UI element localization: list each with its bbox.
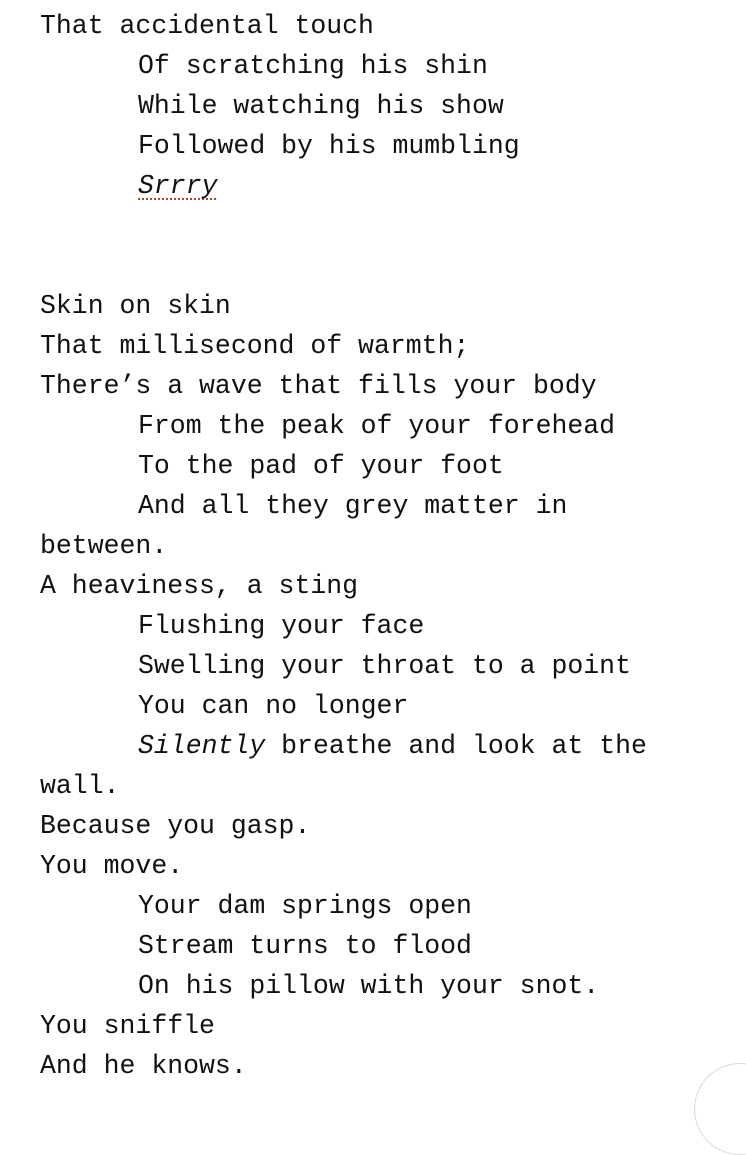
poem-line: between. (40, 531, 168, 561)
poem-line: Flushing your face (138, 611, 425, 641)
poem-line: While watching his show (138, 91, 504, 121)
poem-line: From the peak of your forehead (138, 411, 616, 441)
poem-line: And all they grey matter in (138, 491, 568, 521)
poem-line (40, 726, 730, 766)
poem-line: Swelling your throat to a point (138, 651, 631, 681)
poem-line: Your dam springs open (138, 891, 472, 921)
misspelled-word[interactable]: Srrry (138, 171, 218, 201)
poem-line: You move. (40, 851, 184, 881)
poem-line: That millisecond of warmth; (40, 331, 470, 361)
poem-line: You sniffle (40, 1011, 215, 1041)
poem-line: Followed by his mumbling (138, 131, 520, 161)
stanza-break (40, 206, 730, 286)
line-text: breathe and look at the (265, 731, 647, 761)
poem-line: Stream turns to flood (138, 931, 472, 961)
poem-line: A heaviness, a sting (40, 571, 359, 601)
italic-word: Silently (138, 731, 266, 761)
poem-line: That accidental touch (40, 11, 374, 41)
poem-line: On his pillow with your snot. (138, 971, 600, 1001)
poem-line: To the pad of your foot (138, 451, 504, 481)
poem-line (40, 166, 730, 206)
poem-document (40, 6, 730, 1086)
poem-line: Of scratching his shin (138, 51, 488, 81)
poem-line: And he knows. (40, 1051, 247, 1081)
poem-line: Skin on skin (40, 291, 231, 321)
poem-line: Because you gasp. (40, 811, 311, 841)
poem-line: wall. (40, 771, 120, 801)
poem-line: There’s a wave that fills your body (40, 371, 597, 401)
poem-line: You can no longer (138, 691, 409, 721)
